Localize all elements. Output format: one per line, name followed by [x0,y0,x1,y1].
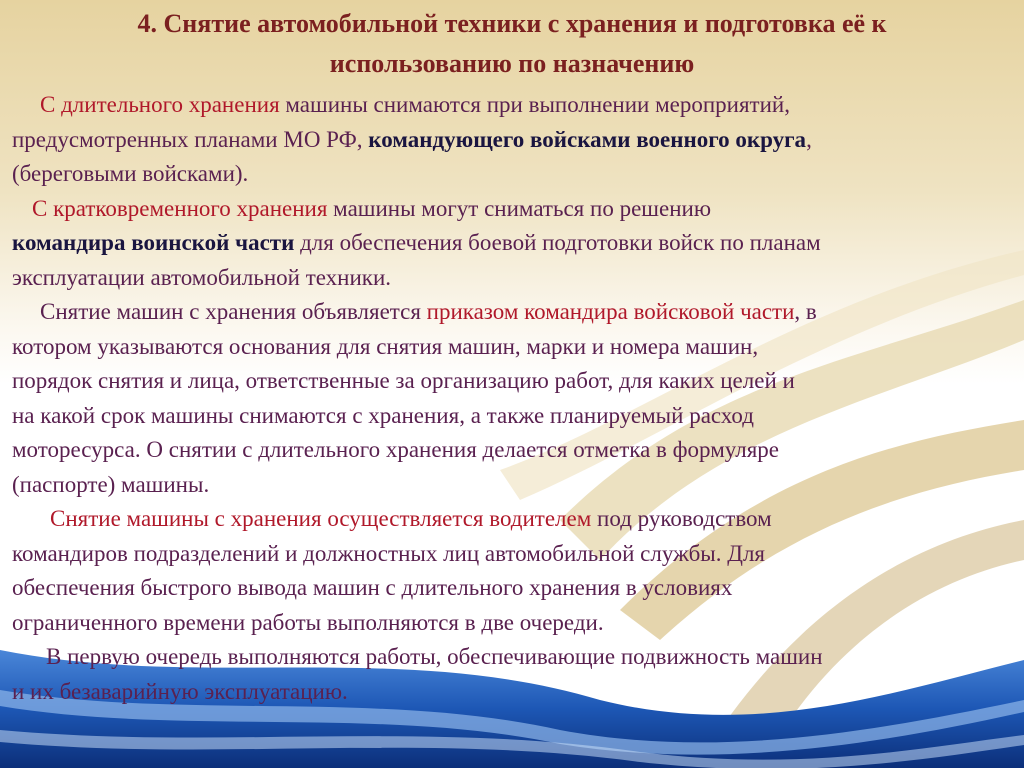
paragraph-first-stage [12,640,1016,709]
title-line-1: 4. Снятие автомобильной техники с хранения и подготовка её к [137,9,887,38]
text-run: (береговыми войсками). [12,161,249,186]
text-run: , [806,126,812,152]
term-driver-removal: Снятие машины с хранения осуществляется водителем [50,506,592,531]
text-run: и их безаварийную эксплуатацию. [12,678,348,704]
text-run: обеспечения быстрого вывода машин с длительного хранения в условиях [12,575,733,600]
paragraph-short-term-storage [12,192,1016,296]
text-run: порядок снятия и лица, ответственные за организацию работ, для каких целей и [12,368,795,393]
text-run: эксплуатации автомобильной техники. [12,264,392,290]
text-run: под руководством [591,506,772,531]
text-run: на какой срок машины снимаются с хранения, а также планируемый расход [12,402,754,428]
term-unit-commander: командира воинской части [12,230,295,255]
paragraph-driver-removal [12,502,1016,640]
title-line-2: использованию по назначению [329,49,695,78]
slide-body [12,88,1016,709]
text-run: моторесурса. О снятии с длительного хранения делается отметка в формуляре [12,437,780,462]
paragraph-removal-order [12,295,1016,502]
term-long-term-storage: С длительного хранения [40,92,280,117]
text-run: машины снимаются при выполнении мероприятий, [279,92,790,117]
text-run: В первую очередь выполняются работы, обеспечивающие подвижность машин [46,644,823,669]
slide-title [20,4,1004,84]
text-run: Снятие машин с хранения объявляется [40,299,427,324]
term-commander-order: приказом командира войсковой части [426,299,795,324]
term-short-term-storage: С кратковременного хранения [32,195,328,221]
text-run: , в [794,299,817,324]
text-run: котором указываются основания для снятия машин, марки и номера машин, [12,333,759,359]
paragraph-long-term-storage [12,88,1016,192]
text-run: ограниченного времени работы выполняются в две очереди. [12,609,604,635]
text-run: (паспорте) машины. [12,471,210,497]
text-run: машины могут сниматься по решению [327,195,711,221]
text-run: командиров подразделений и должностных лиц автомобильной службы. Для [12,540,766,566]
text-run: предусмотренных планами МО РФ, [12,126,369,152]
term-district-commander: командующего войсками военного округа [368,126,807,152]
text-run: для обеспечения боевой подготовки войск по планам [294,230,821,255]
